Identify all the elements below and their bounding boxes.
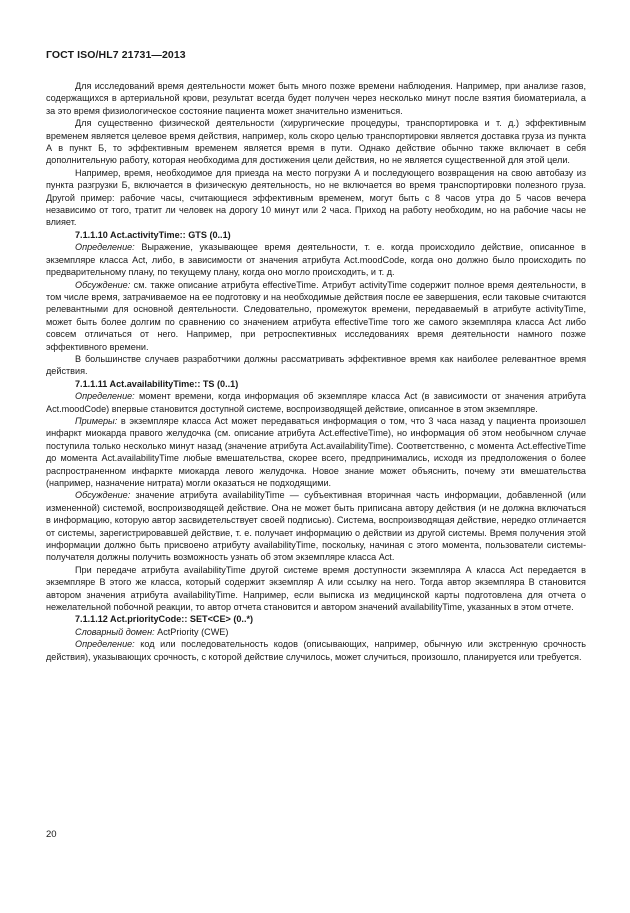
term-label: Обсуждение: (75, 279, 131, 290)
term-label: Определение: (75, 391, 135, 402)
section-heading: 7.1.1.11 Act.availabilityTime:: TS (0..1) (75, 378, 239, 389)
paragraph: В большинстве случаев разработчики должны рассматривать эффективное время как наиболее релевантное время действия. (46, 353, 586, 377)
section-heading: 7.1.1.12 Act.priorityCode:: SET<CE> (0..*) (75, 614, 254, 625)
term-label: Обсуждение: (75, 490, 131, 501)
term-label: Определение: (75, 242, 135, 253)
section-heading: 7.1.1.10 Act.activityTime:: GTS (0..1) (75, 229, 231, 240)
paragraph: Примеры: в экземпляре класса Act может передаваться информация о том, что 3 часа назад у пациента произошел инфаркт миокарда правого желудочка (см. описание атрибута Act.effectiveTime), но информация об этом необычном случае поступила только несколько минут назад (значение атрибута Act.availabilityTime). Соответственно, с момента Act.effectiveTime до момента Act.availabilityTime любые вмешательства, скорее всего, предпринимались, исходя из предположения о более распространенном инфаркте миокарда левого желудочка. Новое знание может объяснить, почему эти вмешательства (например, назначение нитрата) могли оказаться не подходящими. (46, 415, 586, 488)
paragraph: Словарный домен: ActPriority (CWE) (75, 626, 229, 637)
paragraph: Обсуждение: см. также описание атрибута effectiveTime. Атрибут activityTime содержит полное время деятельности, в том числе время, затрачиваемое на ее подготовку и на необходимые действия после ее завершения, если таковые считаются релевантными для основной деятельности. Следовательно, промежуток времени, передаваемый в атрибуте activityTime, может быть более долгим по сравнению со значением атрибута effectiveTime того же самого экземпляра класса Act либо совсем отличаться от него. Например, при ретроспективных исследованиях время деятельности намного позже эффективного времени. (46, 279, 586, 352)
term-label: Словарный домен: (75, 626, 155, 637)
paragraph: Обсуждение: значение атрибута availabilityTime — субъективная вторичная часть информации, добавленной (или измененной) системой, воспроизводящей действие. Она не может быть приписана автору действия (и не должна включаться в информацию, которую автор засвидетельствует своей подписью). Система, воспроизводящая действие, нередко отличается от системы, зарегистрировавшей действие, т. е. получает информацию о действии из другой системы. Время получения этой информации должно быть присвоено атрибуту availabilityTime, поскольку, начиная с этого момента, пользователи системы-получателя должны получить возможность узнать об этом экземпляре класса Act. (46, 490, 586, 563)
paragraph: Определение: Выражение, указывающее время деятельности, т. е. когда происходило действие, описанное в экземпляре класса Act, либо, в зависимости от значения атрибута Act.moodCode, когда оно должно было происходить по предварительному плану, по текущему плану, когда оно могло происходить, и т. д. (46, 242, 586, 278)
paragraph: Для исследований время деятельности может быть много позже времени наблюдения. Например, при анализе газов, содержащихся в артериальной крови, результат всегда будет получен через несколько минут после взятия биоматериала, а за это время физиологическое состояние пациента может значительно измениться. (46, 81, 586, 116)
paragraph: Определение: код или последовательность кодов (описывающих, например, обычную или экстренную срочность действия), указывающих срочность, с которой действие случилось, может случиться, произошло, планируется или требуется. (46, 639, 586, 662)
document-body (46, 80, 586, 663)
paragraph: Определение: момент времени, когда информация об экземпляре класса Act (в зависимости от значения атрибута Act.moodCode) впервые становится доступной системе, воспроизводящей действие, описанное в этом экземпляре. (46, 391, 586, 414)
term-label: Примеры: (75, 415, 118, 426)
term-label: Определение: (75, 639, 135, 650)
paragraph: Например, время, необходимое для приезда на место погрузки А и последующего возвращения на свою автобазу из пункта разгрузки Б, включается в физическую деятельность, но не включается во время транспортировки полезного груза. Другой пример: рабочие часы, считающиеся эффективным временем, могут быть с 8 часов утра до 5 часов вечера независимо от того, тратит ли человек на дорогу 10 минут или 2 часа. Приход на работу необходим, но на рабочие часы не влияет. (46, 167, 586, 228)
page-number: 20 (46, 829, 57, 840)
standard-header: ГОСТ ISO/HL7 21731—2013 (46, 49, 186, 61)
paragraph: При передаче атрибута availabilityTime другой системе время доступности экземпляра А класса Act передается в экземпляре В этого же класса, который содержит экземпляр А или ссылку на него. Тогда автор экземпляра В становится автором значения атрибута availabilityTime. Например, если выписка из медицинской карты подготовлена для отчета о нежелательной побочной реакции, то автор отчета становится и автором значений availabilityTime, указанных в этом отчете. (46, 564, 586, 613)
paragraph: Для существенно физической деятельности (хирургические процедуры, транспортировка и т. д.) эффективным временем является целевое время действия, например, коль скоро целью транспортировки является доставка груза из пункта А в пункт Б, то эффективным временем является время в пути. Однако действие обычно также включает в себя дополнительную работу, которая необходима для достижения цели действия, но не является существенной для этой цели. (46, 118, 586, 166)
